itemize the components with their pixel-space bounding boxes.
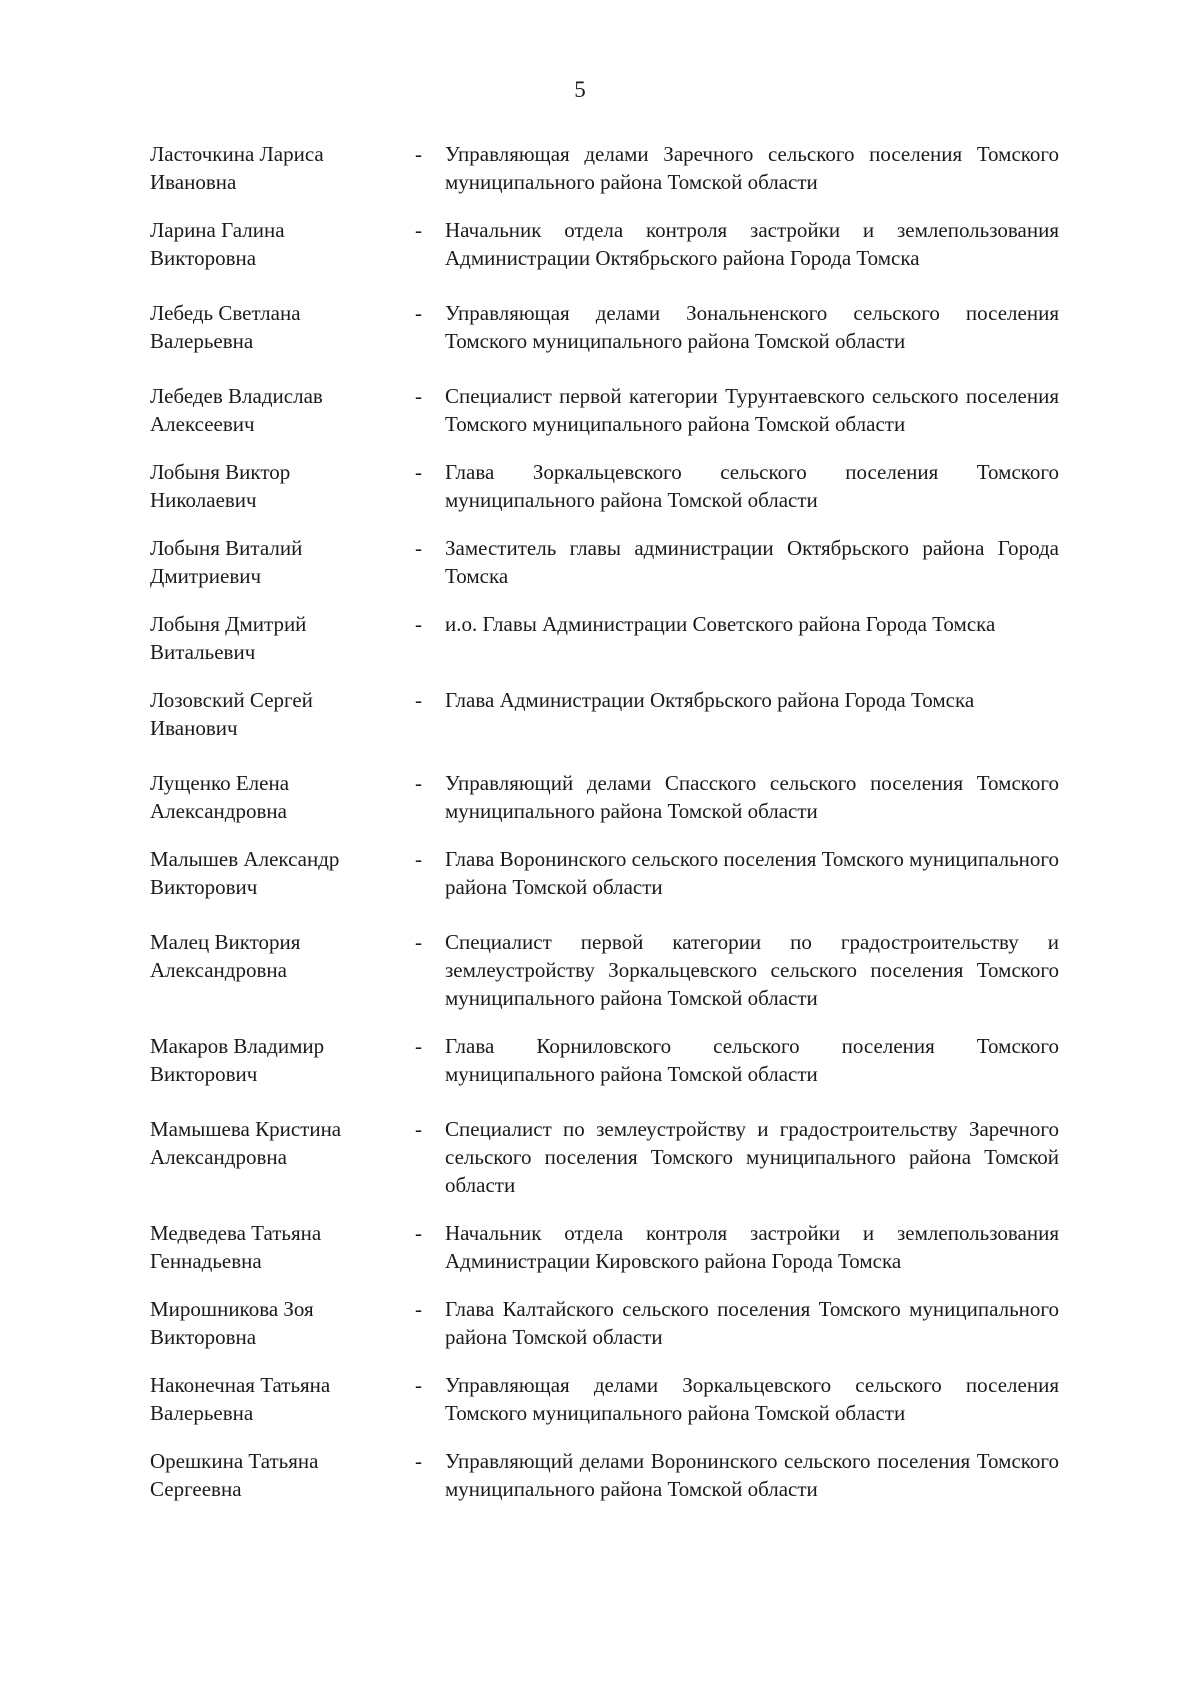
separator-dash: - [415, 218, 422, 242]
personnel-list [150, 140, 1059, 1523]
separator-dash: - [415, 1297, 422, 1321]
separator-dash: - [415, 384, 422, 408]
separator-dash: - [415, 930, 422, 954]
person-position: Глава Воронинского сельского поселения Томского муниципального района Томской области [445, 847, 1059, 899]
list-item [150, 1447, 1059, 1503]
list-item [150, 769, 1059, 825]
person-name [150, 1371, 415, 1427]
person-name [150, 458, 415, 514]
person-position: Управляющая делами Зоркальцевского сельского поселения Томского муниципального района Томской области [445, 1373, 1059, 1425]
person-name-line-1: Лущенко Елена [150, 771, 290, 795]
person-name-line-2: Викторовна [150, 1325, 257, 1349]
person-position: Начальник отдела контроля застройки и землепользования Администрации Октябрьского района Города Томска [445, 218, 1059, 270]
person-name-line-2: Александровна [150, 799, 287, 823]
person-name-line-2: Витальевич [150, 640, 256, 664]
person-name-line-1: Ласточкина Лариса [150, 142, 324, 166]
list-item [150, 382, 1059, 438]
person-position: Начальник отдела контроля застройки и землепользования Администрации Кировского района Города Томска [445, 1221, 1059, 1273]
list-item [150, 299, 1059, 355]
separator-dash: - [415, 1373, 422, 1397]
person-position: Глава Корниловского сельского поселения Томского муниципального района Томской области [445, 1034, 1059, 1086]
person-position: Управляющий делами Воронинского сельского поселения Томского муниципального района Томской области [445, 1449, 1059, 1501]
list-item [150, 845, 1059, 901]
list-item [150, 1032, 1059, 1088]
separator-dash: - [415, 301, 422, 325]
person-name-line-1: Лобыня Виктор [150, 460, 291, 484]
separator-dash: - [415, 612, 422, 636]
separator-dash: - [415, 1449, 422, 1473]
person-name [150, 610, 415, 666]
person-position: Управляющая делами Заречного сельского поселения Томского муниципального района Томской области [445, 142, 1059, 194]
person-position: Глава Калтайского сельского поселения Томского муниципального района Томской области [445, 1297, 1059, 1349]
list-item [150, 686, 1059, 742]
separator-dash: - [415, 460, 422, 484]
person-position: Специалист первой категории по градостроительству и землеустройству Зоркальцевского сельского поселения Томского муниципального района Томской области [445, 930, 1059, 1010]
person-name [150, 1115, 415, 1171]
person-position: Специалист по землеустройству и градостроительству Заречного сельского поселения Томского муниципального района Томской области [445, 1117, 1059, 1197]
person-name [150, 1295, 415, 1351]
person-name [150, 534, 415, 590]
person-name [150, 769, 415, 825]
separator-dash: - [415, 771, 422, 795]
person-name-line-1: Наконечная Татьяна [150, 1373, 331, 1397]
person-position: Специалист первой категории Турунтаевского сельского поселения Томского муниципального района Томской области [445, 384, 1059, 436]
person-name [150, 928, 415, 984]
list-item [150, 610, 1059, 666]
person-name [150, 1032, 415, 1088]
person-name-line-2: Сергеевна [150, 1477, 242, 1501]
person-name-line-2: Александровна [150, 1145, 287, 1169]
person-name-line-2: Викторовна [150, 246, 257, 270]
person-name-line-1: Малец Виктория [150, 930, 301, 954]
list-item [150, 534, 1059, 590]
person-name-line-1: Мирошникова Зоя [150, 1297, 314, 1321]
list-item [150, 1295, 1059, 1351]
list-item [150, 458, 1059, 514]
person-position: Глава Зоркальцевского сельского поселения Томского муниципального района Томской области [445, 460, 1059, 512]
person-name-line-2: Викторович [150, 1062, 258, 1086]
person-name-line-2: Дмитриевич [150, 564, 262, 588]
list-item [150, 1219, 1059, 1275]
person-name-line-1: Лебедев Владислав [150, 384, 323, 408]
separator-dash: - [415, 536, 422, 560]
separator-dash: - [415, 1117, 422, 1141]
person-name-line-1: Орешкина Татьяна [150, 1449, 319, 1473]
person-name-line-1: Лобыня Дмитрий [150, 612, 307, 636]
person-position: Глава Администрации Октябрьского района Города Томска [445, 688, 975, 712]
person-name [150, 845, 415, 901]
page-number: 5 [574, 77, 586, 102]
person-name-line-1: Лозовский Сергей [150, 688, 313, 712]
separator-dash: - [415, 1034, 422, 1058]
person-name [150, 299, 415, 355]
person-name-line-2: Николаевич [150, 488, 257, 512]
person-position: Заместитель главы администрации Октябрьского района Города Томска [445, 536, 1059, 588]
person-name-line-2: Ивановна [150, 170, 237, 194]
person-name-line-2: Валерьевна [150, 329, 254, 353]
list-item [150, 216, 1059, 272]
person-name-line-2: Александровна [150, 958, 287, 982]
separator-dash: - [415, 847, 422, 871]
person-name [150, 216, 415, 272]
person-position: Управляющий делами Спасского сельского поселения Томского муниципального района Томской области [445, 771, 1059, 823]
person-name-line-1: Мамышева Кристина [150, 1117, 342, 1141]
person-name-line-1: Лобыня Виталий [150, 536, 303, 560]
list-item [150, 928, 1059, 1012]
person-name [150, 140, 415, 196]
person-name-line-1: Ларина Галина [150, 218, 285, 242]
person-name-line-2: Геннадьевна [150, 1249, 262, 1273]
list-item [150, 140, 1059, 196]
list-item [150, 1115, 1059, 1199]
person-name-line-1: Малышев Александр [150, 847, 340, 871]
person-name-line-1: Макаров Владимир [150, 1034, 325, 1058]
person-name-line-2: Викторович [150, 875, 258, 899]
person-name [150, 382, 415, 438]
list-item [150, 1371, 1059, 1427]
person-name-line-2: Валерьевна [150, 1401, 254, 1425]
person-name [150, 686, 415, 742]
person-name [150, 1447, 415, 1503]
person-position: и.о. Главы Администрации Советского района Города Томска [445, 612, 996, 636]
person-name-line-2: Иванович [150, 716, 238, 740]
person-name-line-1: Лебедь Светлана [150, 301, 301, 325]
person-name-line-2: Алексеевич [150, 412, 255, 436]
separator-dash: - [415, 1221, 422, 1245]
separator-dash: - [415, 688, 422, 712]
separator-dash: - [415, 142, 422, 166]
person-name-line-1: Медведева Татьяна [150, 1221, 322, 1245]
person-name [150, 1219, 415, 1275]
person-position: Управляющая делами Зональненского сельского поселения Томского муниципального района Томской области [445, 301, 1059, 353]
